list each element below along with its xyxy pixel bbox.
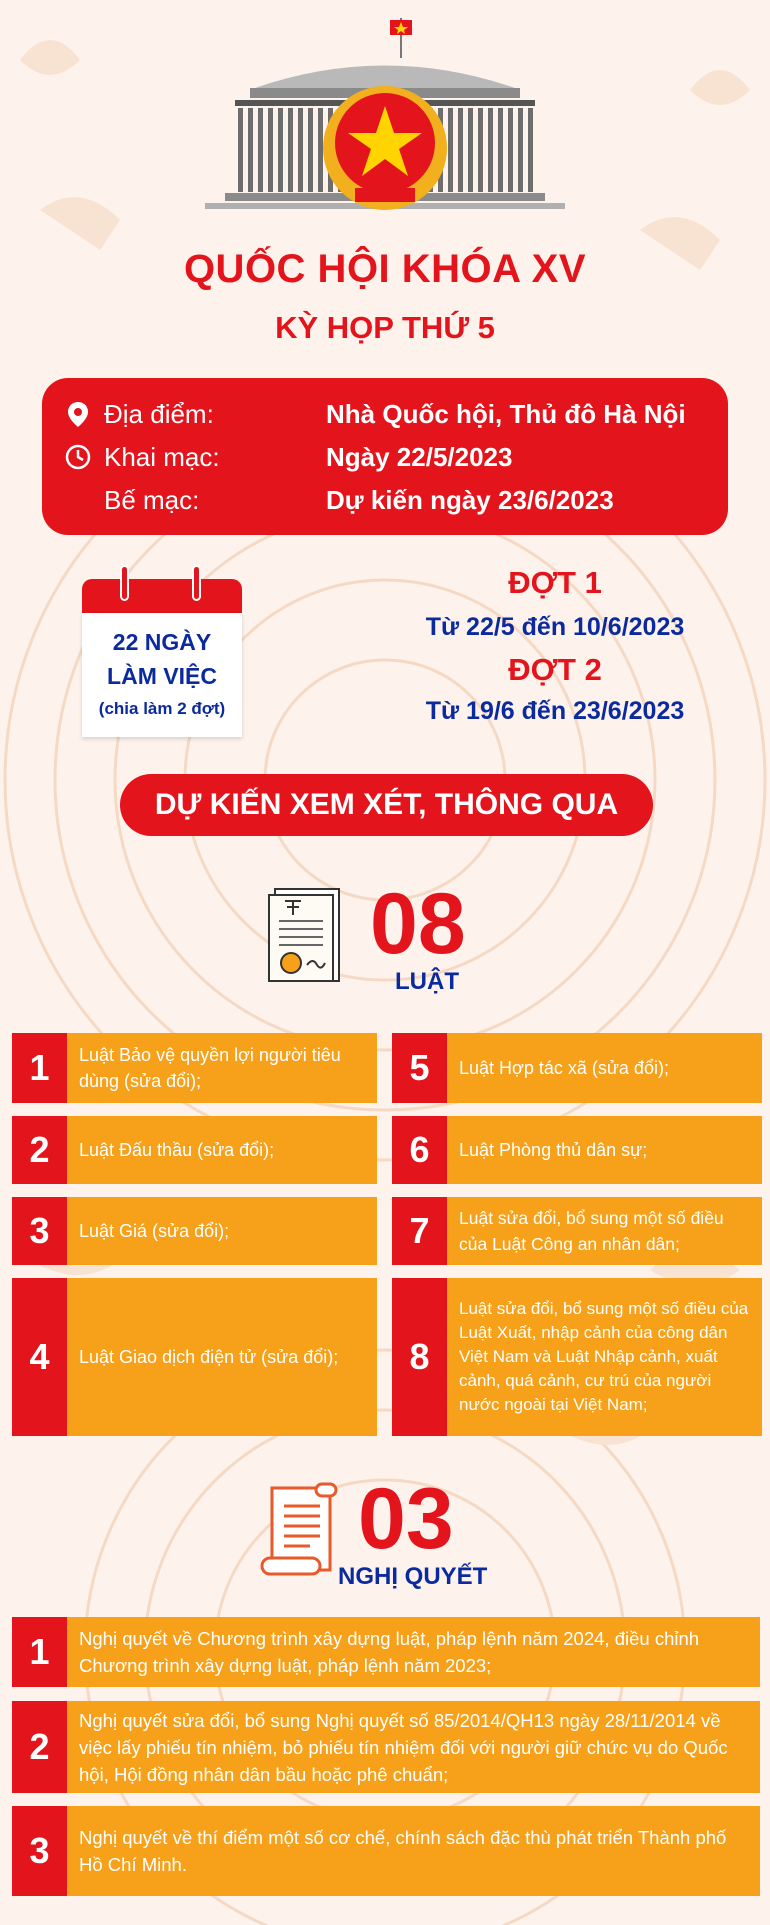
item-text: Luật Giao dịch điện tử (sửa đổi); (79, 1347, 339, 1367)
building-column (498, 108, 503, 192)
info-row-closing (42, 480, 728, 520)
location-pin-icon (64, 400, 92, 428)
calendar-ring (120, 565, 129, 601)
building-column (278, 108, 283, 192)
calendar-days: 22 NGÀY (112, 629, 212, 655)
laws-count: 08 (370, 876, 466, 972)
law-item (392, 1033, 762, 1103)
resolution-item (12, 1806, 760, 1896)
laws-label: LUẬT (395, 968, 459, 995)
item-number: 2 (12, 1701, 67, 1793)
law-item (12, 1278, 377, 1436)
calendar-body (82, 613, 242, 737)
item-text: Luật Đấu thầu (sửa đổi); (79, 1140, 275, 1160)
building-column (458, 108, 463, 192)
info-label: Khai mạc: (104, 442, 220, 472)
resolutions-count: 03 (358, 1471, 454, 1567)
law-item (12, 1116, 377, 1184)
item-text: Nghị quyết sửa đổi, bổ sung Nghị quyết số 85/2014/QH13 ngày 28/11/2014 về việc lấy phiếu tín nhiệm, bỏ phiếu tín nhiệm đối với người giữ chức vụ do Quốc hội, Hội đồng nhân dân bầu hoặc phê chuẩn; (79, 1709, 728, 1785)
building-column (258, 108, 263, 192)
item-number: 1 (12, 1033, 67, 1103)
item-number: 5 (392, 1033, 447, 1103)
scroll-document-icon (250, 1480, 345, 1580)
phase-1-title: ĐỢT 1 (508, 565, 602, 600)
building-column (308, 108, 313, 192)
item-number: 2 (12, 1116, 67, 1184)
calendar-header (82, 579, 242, 615)
info-label: Bế mạc: (104, 485, 200, 515)
item-number: 8 (392, 1278, 447, 1436)
page-subtitle: KỲ HỌP THỨ 5 (275, 310, 495, 345)
law-item (12, 1197, 377, 1265)
calendar-working: LÀM VIỆC (107, 663, 217, 689)
item-number: 6 (392, 1116, 447, 1184)
item-text: Luật Hợp tác xã (sửa đổi); (459, 1058, 669, 1078)
building-column (248, 108, 253, 192)
building-column (508, 108, 513, 192)
clock-icon (64, 443, 92, 471)
item-text: Luật Phòng thủ dân sự; (459, 1140, 648, 1160)
section-banner: DỰ KIẾN XEM XÉT, THÔNG QUA (120, 774, 653, 836)
building-column (448, 108, 453, 192)
resolution-item (12, 1617, 760, 1687)
building-column (238, 108, 243, 192)
calendar-note: (chia làm 2 đợt) (98, 699, 226, 718)
info-label: Địa điểm: (104, 399, 214, 429)
info-row-opening (42, 437, 728, 477)
item-text: Luật sửa đổi, bổ sung một số điều của Luật Công an nhân dân; (459, 1208, 724, 1254)
item-text: Luật Giá (sửa đổi); (79, 1221, 230, 1241)
page-title: QUỐC HỘI KHÓA XV (183, 247, 587, 291)
building-column (518, 108, 523, 192)
phase-2-title: ĐỢT 2 (508, 652, 602, 687)
resolution-item (12, 1701, 760, 1793)
info-value: Dự kiến ngày 23/6/2023 (326, 485, 614, 515)
item-number: 7 (392, 1197, 447, 1265)
building-column (318, 108, 323, 192)
law-item (12, 1033, 377, 1103)
info-value: Nhà Quốc hội, Thủ đô Hà Nội (326, 399, 686, 429)
building-column (468, 108, 473, 192)
item-text: Nghị quyết về Chương trình xây dựng luật, pháp lệnh năm 2024, điều chỉnh Chương trình xây dựng luật, pháp lệnh năm 2023; (79, 1628, 700, 1676)
item-number: 1 (12, 1617, 67, 1687)
law-item (392, 1116, 762, 1184)
building-column (478, 108, 483, 192)
info-value: Ngày 22/5/2023 (326, 442, 513, 472)
building-column (488, 108, 493, 192)
working-days-calendar (82, 565, 242, 737)
building-column (298, 108, 303, 192)
phase-2-range: Từ 19/6 đến 23/6/2023 (425, 697, 685, 725)
item-number: 3 (12, 1806, 67, 1896)
law-item (392, 1278, 762, 1436)
phase-1-range: Từ 22/5 đến 10/6/2023 (425, 613, 685, 641)
session-info-box (42, 378, 728, 535)
building-column (288, 108, 293, 192)
item-text: Nghị quyết về thí điểm một số cơ chế, chính sách đặc thù phát triển Thành phố Hồ Chí Minh. (79, 1827, 727, 1875)
law-document-icon (265, 885, 345, 985)
item-text: Luật sửa đổi, bổ sung một số điều của Luật Xuất, nhập cảnh của công dân Việt Nam và Luật Nhập cảnh, xuất cảnh, quá cảnh, cư trú của người nước ngoài tại Việt Nam; (459, 1299, 749, 1414)
law-item (392, 1197, 762, 1265)
info-row-location (42, 394, 728, 434)
national-assembly-emblem (160, 8, 610, 223)
building-column (528, 108, 533, 192)
item-text: Luật Bảo vệ quyền lợi người tiêu dùng (sửa đổi); (79, 1045, 341, 1091)
calendar-ring (192, 565, 201, 601)
item-number: 4 (12, 1278, 67, 1436)
building-column (268, 108, 273, 192)
resolutions-label: NGHỊ QUYẾT (338, 1563, 488, 1590)
item-number: 3 (12, 1197, 67, 1265)
